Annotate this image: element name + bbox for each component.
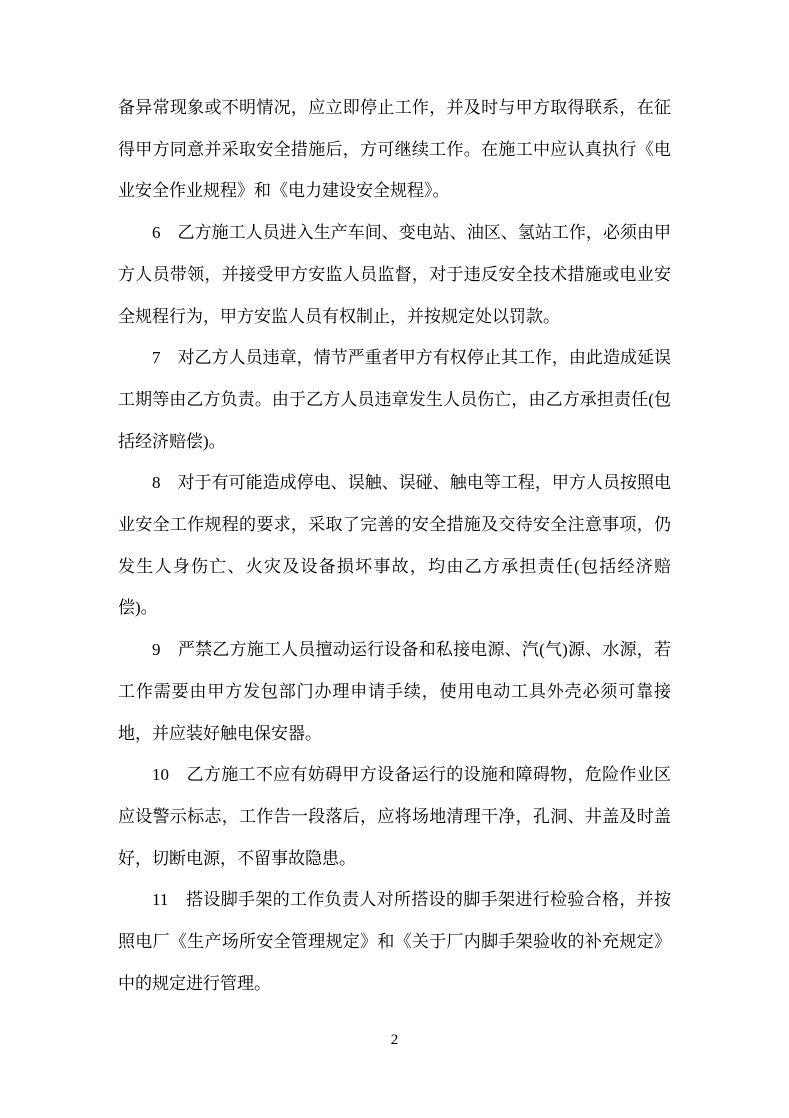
page-number: 2 [390,1032,399,1048]
paragraph-item-10: 10 乙方施工不应有妨碍甲方设备运行的设施和障碍物，危险作业区应设警示标志，工作告一段落后，应将场地清理干净，孔洞、井盖及时盖好，切断电源，不留事故隐患。 [118,765,671,868]
paragraph-continuation: 备异常现象或不明情况，应立即停止工作，并及时与甲方取得联系，在征得甲方同意并采取安全措施后，方可继续工作。在施工中应认真执行《电业安全作业规程》和《电力建设安全规程》。 [118,98,671,201]
document-body [118,87,671,1004]
paragraph-item-9: 9 严禁乙方施工人员擅动运行设备和私接电源、汽(气)源、水源，若工作需要由甲方发包部门办理申请手续，使用电动工具外壳必须可靠接地，并应装好触电保安器。 [118,640,671,743]
paragraph-item-8: 8 对于有可能造成停电、误触、误碰、触电等工程，甲方人员按照电业安全工作规程的要求，采取了完善的安全措施及交待安全注意事项，仍发生人身伤亡、火灾及设备损坏事故，均由乙方承担责任(包括经济赔偿)。 [118,473,671,618]
paragraph-item-11: 11 搭设脚手架的工作负责人对所搭设的脚手架进行检验合格，并按照电厂《生产场所安全管理规定》和《关于厂内脚手架验收的补充规定》中的规定进行管理。 [118,890,671,993]
paragraph-item-6: 6 乙方施工人员进入生产车间、变电站、油区、氢站工作，必须由甲方人员带领，并接受甲方安监人员监督，对于违反安全技术措施或电业安全规程行为，甲方安监人员有权制止，并按规定处以罚款。 [118,223,671,326]
paragraph-item-7: 7 对乙方人员违章，情节严重者甲方有权停止其工作，由此造成延误工期等由乙方负责。由于乙方人员违章发生人员伤亡，由乙方承担责任(包括经济赔偿)。 [118,348,671,451]
